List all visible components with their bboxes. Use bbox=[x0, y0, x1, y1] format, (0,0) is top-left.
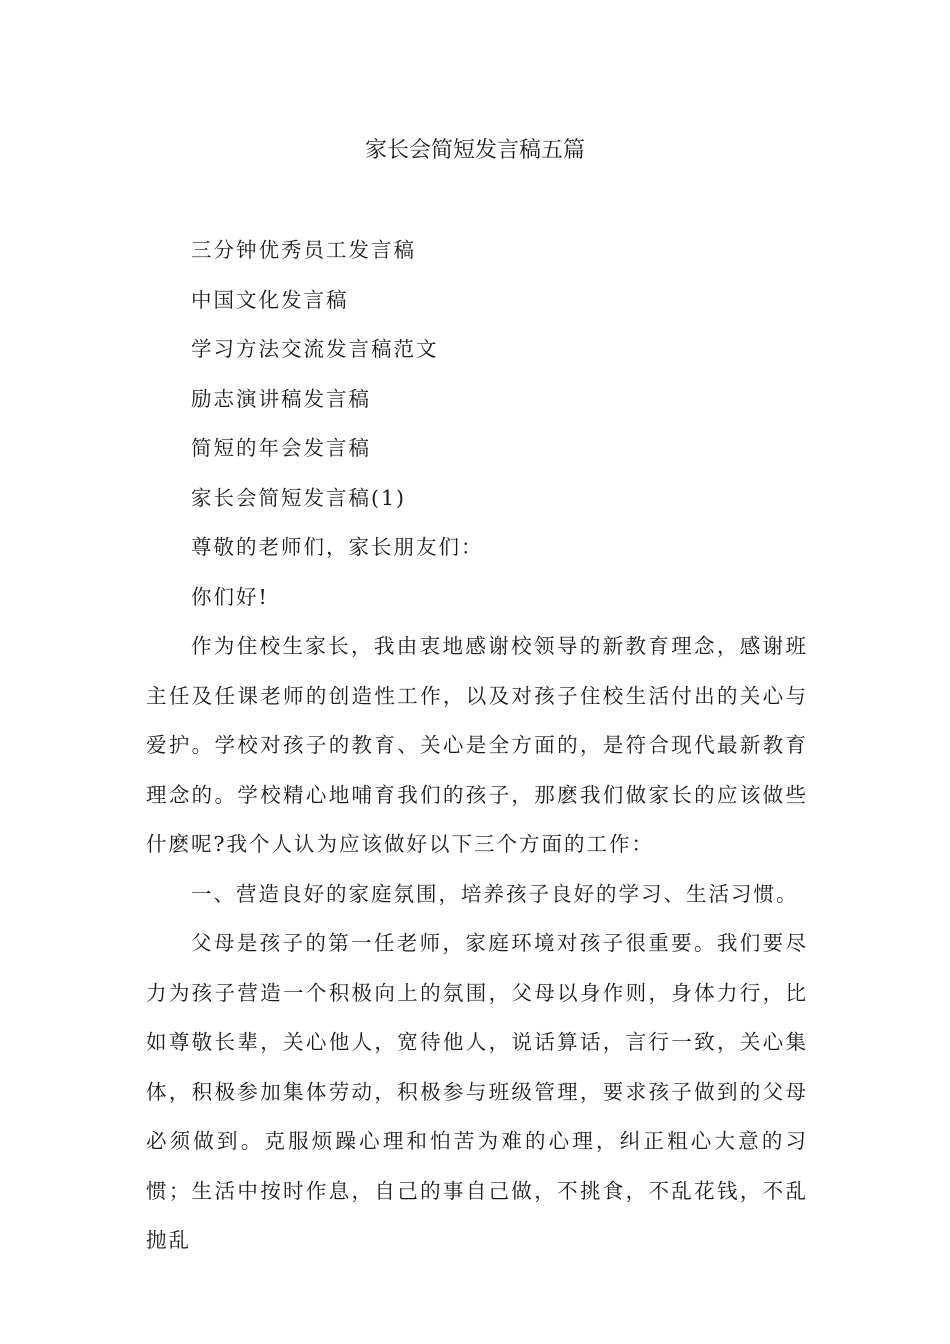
section-heading: 一、营造良好的家庭氛围，培养孩子良好的学习、生活习惯。 bbox=[191, 881, 799, 906]
document-body bbox=[146, 226, 808, 1266]
list-item: 简短的年会发言稿 bbox=[191, 436, 371, 460]
document-title: 家长会简短发言稿五篇 bbox=[364, 138, 585, 163]
greeting: 你们好! bbox=[191, 584, 269, 609]
list-item: 三分钟优秀员工发言稿 bbox=[191, 238, 416, 262]
paragraph: 父母是孩子的第一任老师，家庭环境对孩子很重要。我们要尽力为孩子营造一个积极向上的氛围，父母以身作则，身体力行，比如尊敬长辈，关心他人，宽待他人，说话算话，言行一致，关心集体，积极参加集体劳动，积极参与班级管理，要求孩子做到的父母必须做到。克服烦躁心理和怕苦为难的心理，纠正粗心大意的习惯；生活中按时作息，自己的事自己做，不挑食，不乱花钱，不乱抛乱 bbox=[146, 931, 808, 1252]
list-item: 励志演讲稿发言稿 bbox=[191, 386, 371, 411]
list-item: 学习方法交流发言稿范文 bbox=[191, 337, 439, 361]
list-item: 家长会简短发言稿(1) bbox=[191, 485, 407, 510]
paragraph: 作为住校生家长，我由衷地感谢校领导的新教育理念，感谢班主任及任课老师的创造性工作，以及对孩子住校生活付出的关心与爱护。学校对孩子的教育、关心是全方面的，是符合现代最新教育理念的。学校精心地哺育我们的孩子，那麽我们做家长的应该做些什麽呢?我个人认为应该做好以下三个方面的工作： bbox=[146, 634, 808, 856]
list-item: 中国文化发言稿 bbox=[191, 287, 349, 312]
salutation: 尊敬的老师们，家长朋友们： bbox=[191, 535, 484, 559]
